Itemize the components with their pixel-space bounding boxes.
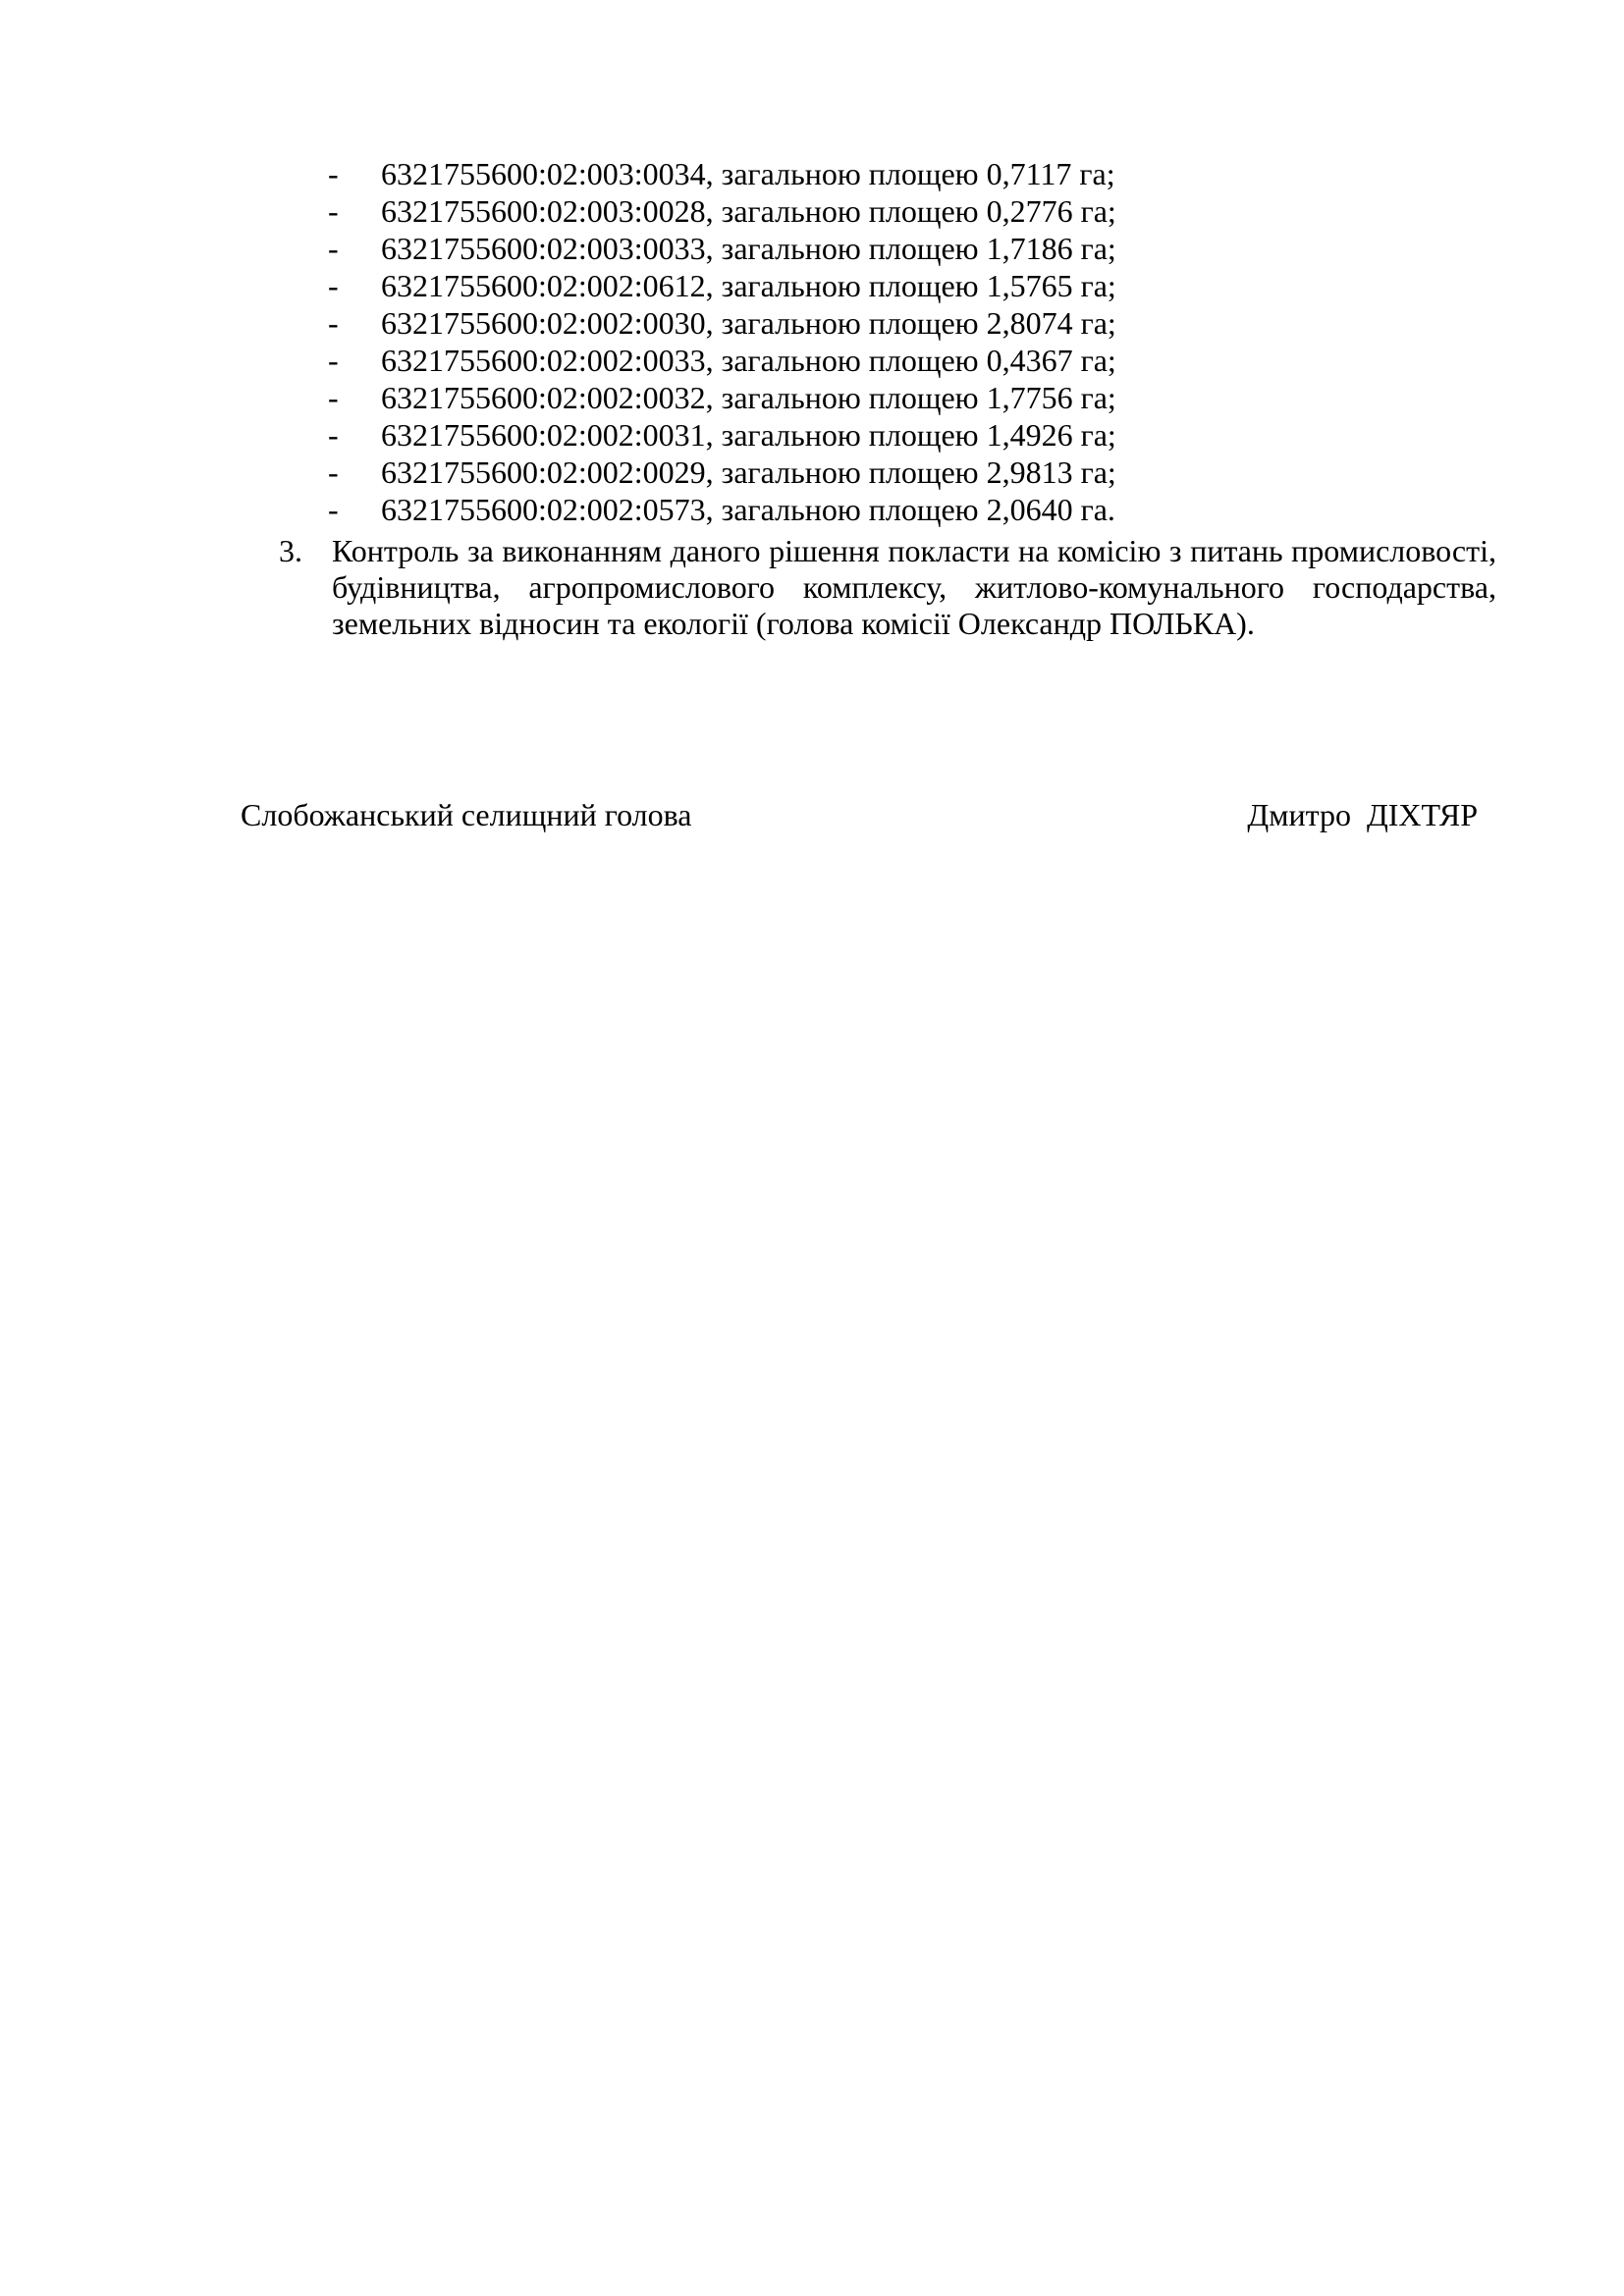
- parcel-item: [328, 155, 1310, 192]
- list-dash: -: [328, 454, 339, 490]
- parcel-text: 6321755600:02:002:0033, загальною площею 0,4367 га;: [381, 343, 1116, 378]
- parcel-text: 6321755600:02:003:0034, загальною площею 0,7117 га;: [381, 156, 1115, 191]
- list-dash: -: [328, 343, 339, 378]
- list-dash: -: [328, 156, 339, 191]
- parcel-text: 6321755600:02:002:0573, загальною площею 2,0640 га.: [381, 492, 1115, 527]
- clause-text: Контроль за виконанням даного рішення покласти на комісію з питань промисловості, будівництва, агропромислового комплексу, житлово-комунального господарства, земельних відносин та екології (голова комісії Олександр ПОЛЬКА).: [332, 533, 1496, 641]
- parcel-item: [328, 379, 1310, 416]
- parcel-item: [328, 304, 1310, 342]
- parcel-item: [328, 342, 1310, 379]
- list-dash: -: [328, 417, 339, 453]
- parcel-list: [328, 155, 1310, 528]
- parcel-text: 6321755600:02:002:0032, загальною площею 1,7756 га;: [381, 380, 1116, 415]
- list-dash: -: [328, 380, 339, 415]
- parcel-item: [328, 192, 1310, 230]
- parcel-item: [328, 454, 1310, 491]
- list-dash: -: [328, 305, 339, 341]
- parcel-text: 6321755600:02:002:0029, загальною площею 2,9813 га;: [381, 454, 1116, 490]
- parcel-item: [328, 416, 1310, 454]
- list-dash: -: [328, 492, 339, 527]
- signatory-name: Дмитро ДІХТЯР: [1247, 797, 1478, 832]
- parcel-item: [328, 230, 1310, 267]
- clause-number: 3.: [279, 533, 302, 568]
- signature-block: [241, 795, 1478, 834]
- parcel-item: [328, 267, 1310, 304]
- list-dash: -: [328, 193, 339, 229]
- list-dash: -: [328, 268, 339, 303]
- parcel-text: 6321755600:02:003:0028, загальною площею 0,2776 га;: [381, 193, 1116, 229]
- signatory-position: Слобожанський селищний голова: [241, 797, 692, 832]
- parcel-text: 6321755600:02:003:0033, загальною площею 1,7186 га;: [381, 231, 1116, 266]
- parcel-text: 6321755600:02:002:0612, загальною площею 1,5765 га;: [381, 268, 1116, 303]
- parcel-text: 6321755600:02:002:0030, загальною площею 2,8074 га;: [381, 305, 1116, 341]
- parcel-text: 6321755600:02:002:0031, загальною площею 1,4926 га;: [381, 417, 1116, 453]
- parcel-item: [328, 491, 1310, 528]
- list-dash: -: [328, 231, 339, 266]
